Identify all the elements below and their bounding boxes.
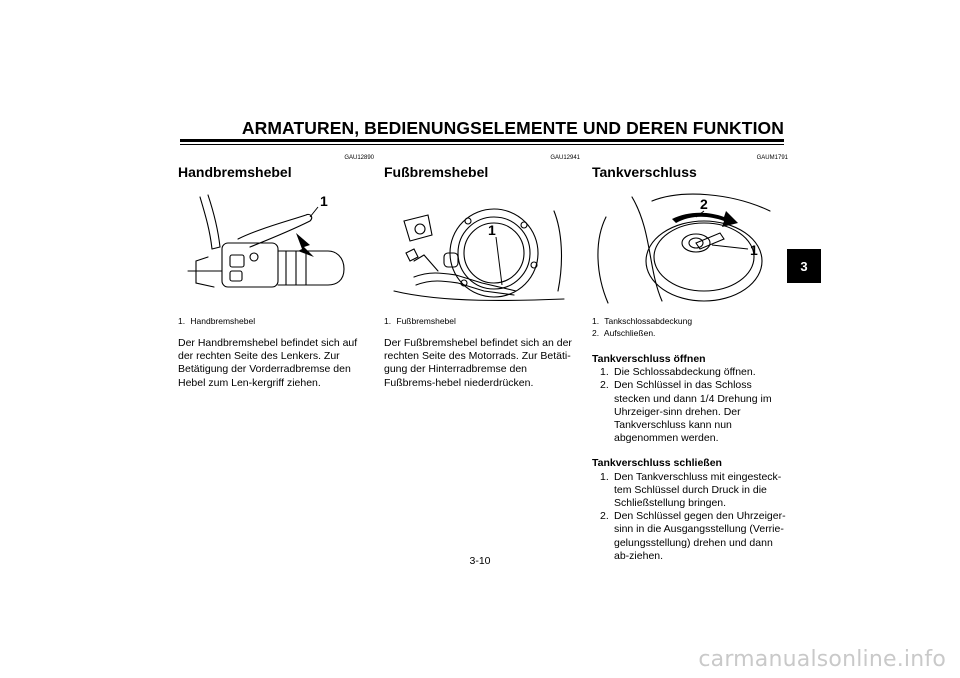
chapter-tab: 3: [787, 249, 821, 283]
step-text: Den Schlüssel in das Schloss stecken und dann 1/4 Drehung im Uhrzeiger-sinn drehen. Der Tankverschluss kann nun abgenommen werden.: [614, 379, 772, 445]
caption-number: 1.: [592, 316, 600, 326]
section-code: GAUM1791: [756, 155, 788, 161]
caption-item: [178, 315, 374, 327]
hand-brake-illustration: [178, 191, 366, 307]
figure-caption: [178, 315, 374, 327]
step-item: [592, 379, 788, 445]
figure-label: 2: [700, 196, 708, 212]
step-text: Den Tankverschluss mit eingesteck-tem Schlüssel durch Druck in die Schließstellung bringen.: [614, 470, 782, 510]
caption-number: 1.: [178, 316, 186, 326]
section-code: GAU12941: [550, 155, 580, 161]
section-code: GAU12890: [344, 155, 374, 161]
figure-hand-brake-lever: [178, 191, 366, 307]
page-header-title: ARMATUREN, BEDIENUNGSELEMENTE UND DEREN FUNKTION: [241, 118, 784, 138]
figure-fuel-tank-cap: [592, 191, 780, 307]
caption-text: Handbremshebel: [190, 316, 256, 326]
fuel-tank-cap-illustration: [592, 191, 780, 307]
page-number: 3-10: [469, 555, 491, 567]
section-tankverschluss: [592, 154, 788, 563]
watermark: carmanualsonline.info: [698, 647, 946, 672]
step-item: [592, 471, 788, 511]
caption-number: 2.: [592, 328, 600, 338]
step-item: [592, 366, 788, 379]
subsection-title: Tankverschluss schließen: [592, 457, 722, 470]
header-rule-thick: [180, 139, 784, 142]
caption-item: [592, 327, 788, 339]
step-number: 1.: [600, 470, 609, 483]
figure-caption: [592, 315, 788, 339]
section-title: Tankverschluss: [592, 164, 697, 180]
figure-label: 1: [320, 193, 328, 209]
caption-item: [384, 315, 580, 327]
caption-text: Tankschlossabdeckung: [604, 316, 693, 326]
header-rule-thin: [180, 144, 784, 145]
step-number: 2.: [600, 379, 609, 392]
figure-label: 1: [750, 242, 758, 258]
subsection-title: Tankverschluss öffnen: [592, 353, 706, 365]
foot-brake-illustration: [384, 191, 572, 307]
section-handbremshebel: [178, 154, 374, 390]
caption-number: 1.: [384, 316, 392, 326]
step-text: Den Schlüssel gegen den Uhrzeiger-sinn in die Ausgangsstellung (Verrie-gelungsstellung) drehen und dann ab-ziehen.: [614, 510, 786, 562]
step-item: [592, 510, 788, 563]
section-body: Der Fußbremshebel befindet sich an der rechten Seite des Motorrads. Zur Betäti-gung der Hinterradbremse den Fußbrems-hebel niederdrücken.: [384, 337, 572, 389]
figure-foot-brake-lever: [384, 191, 572, 307]
steps-list: [592, 366, 788, 445]
section-title: Fußbremshebel: [384, 164, 489, 180]
caption-text: Fußbremshebel: [396, 316, 456, 326]
step-text: Die Schlossabdeckung öffnen.: [614, 366, 756, 379]
section-title: Handbremshebel: [178, 164, 292, 180]
section-fussbremshebel: [384, 154, 580, 390]
step-number: 1.: [600, 366, 609, 379]
steps-list: [592, 471, 788, 563]
figure-caption: [384, 315, 580, 327]
figure-label: 1: [488, 222, 496, 238]
step-number: 2.: [600, 510, 609, 523]
caption-text: Aufschließen.: [603, 328, 656, 338]
section-body: Der Handbremshebel befindet sich auf der rechten Seite des Lenkers. Zur Betätigung der Vorderradbremse den Hebel zum Len-kergriff ziehen.: [178, 337, 358, 389]
caption-item: [592, 315, 788, 327]
